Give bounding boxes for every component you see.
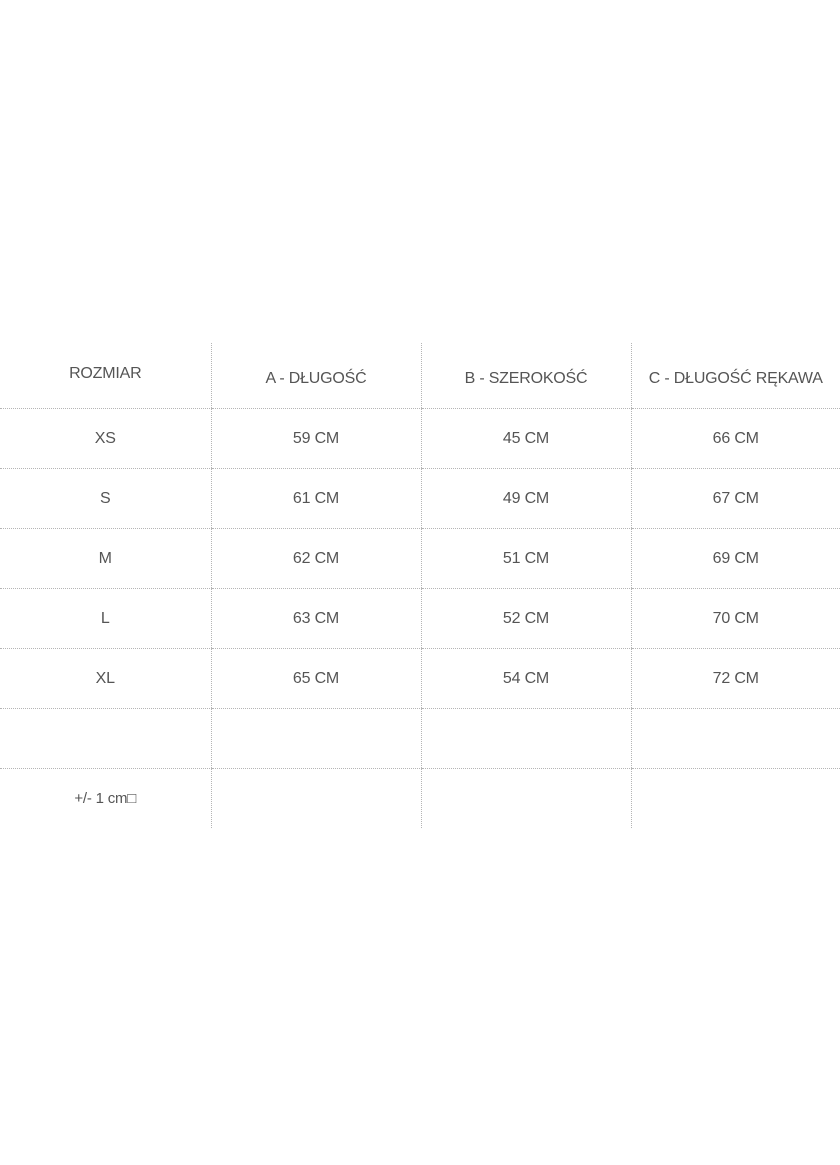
size-cell (0, 709, 211, 769)
width-cell: 52 CM (421, 589, 631, 649)
sleeve-length-cell: 70 CM (631, 589, 840, 649)
table-row (0, 589, 840, 649)
size-cell: M (0, 529, 211, 589)
sleeve-length-cell: 72 CM (631, 649, 840, 709)
header-size: ROZMIAR (0, 343, 211, 409)
sleeve-length-cell: 66 CM (631, 409, 840, 469)
table-row (0, 529, 840, 589)
sleeve-length-cell: 69 CM (631, 529, 840, 589)
sleeve-length-cell (631, 769, 840, 829)
length-cell (211, 769, 421, 829)
width-cell (421, 769, 631, 829)
size-cell: L (0, 589, 211, 649)
length-cell: 63 CM (211, 589, 421, 649)
size-cell: S (0, 469, 211, 529)
width-cell: 51 CM (421, 529, 631, 589)
length-cell: 65 CM (211, 649, 421, 709)
size-cell: XL (0, 649, 211, 709)
table-row-tolerance (0, 769, 840, 829)
width-cell (421, 709, 631, 769)
tolerance-note: +/- 1 cm□ (74, 790, 137, 807)
header-length: A - DŁUGOŚĆ (211, 343, 421, 409)
width-cell: 54 CM (421, 649, 631, 709)
sleeve-length-cell: 67 CM (631, 469, 840, 529)
length-cell: 59 CM (211, 409, 421, 469)
table-row-empty (0, 709, 840, 769)
width-cell: 45 CM (421, 409, 631, 469)
table-header-row (0, 343, 840, 409)
sleeve-length-cell (631, 709, 840, 769)
size-cell: XS (0, 409, 211, 469)
length-cell (211, 709, 421, 769)
table-row (0, 649, 840, 709)
table-row (0, 409, 840, 469)
table-row (0, 469, 840, 529)
length-cell: 62 CM (211, 529, 421, 589)
size-chart-table (0, 343, 840, 828)
width-cell: 49 CM (421, 469, 631, 529)
header-width: B - SZEROKOŚĆ (421, 343, 631, 409)
header-sleeve-length: C - DŁUGOŚĆ RĘKAWA (631, 343, 840, 409)
length-cell: 61 CM (211, 469, 421, 529)
